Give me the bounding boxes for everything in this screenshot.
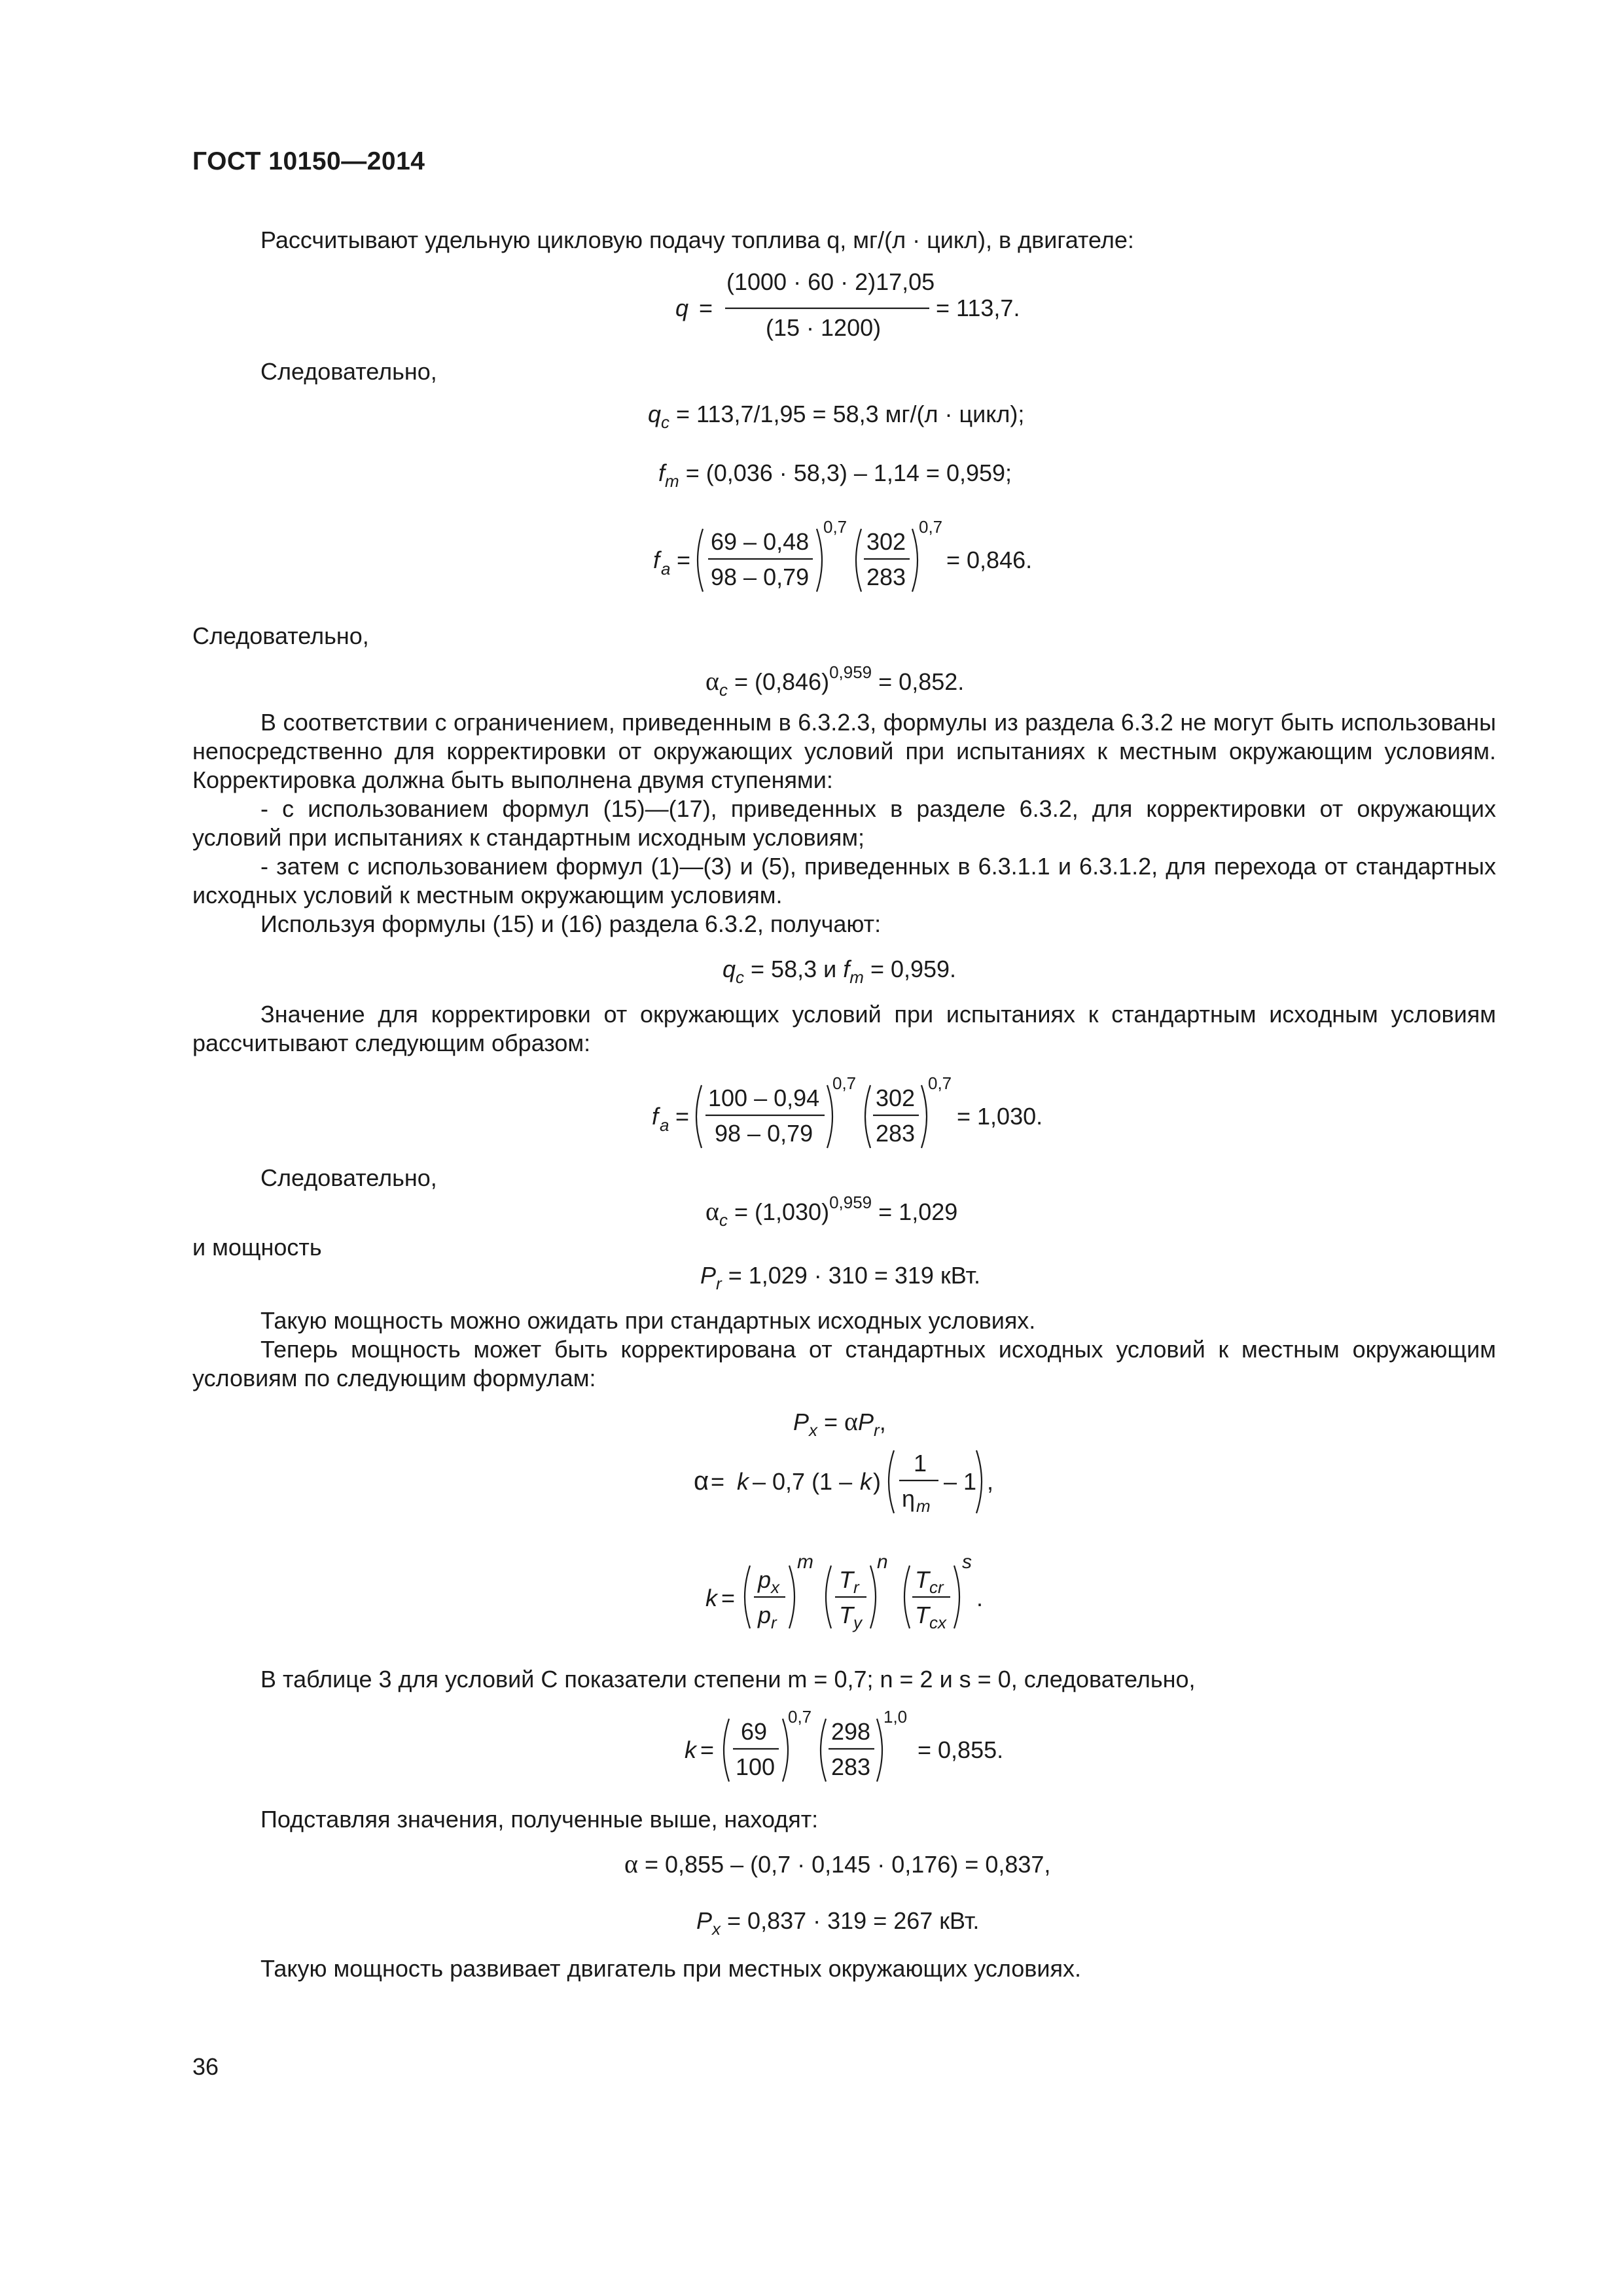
- paragraph-sled-2: Следовательно,: [192, 622, 369, 649]
- svg-text:cx: cx: [929, 1613, 946, 1632]
- svg-text:=: =: [675, 1103, 690, 1130]
- paragraph-using-formulas: Используя формулы (15) и (16) раздела 6.3.2, получают:: [260, 910, 882, 937]
- svg-text:=: =: [700, 1736, 715, 1763]
- eq-kv-num2: 298: [831, 1718, 871, 1745]
- svg-text:.: .: [976, 1585, 984, 1611]
- eq-kv-result: = 0,855.: [918, 1736, 1004, 1763]
- eq-kv-exp1: 0,7: [788, 1707, 812, 1727]
- eq-fa2-num1: 100 – 0,94: [708, 1085, 820, 1111]
- eq-kv-den2: 283: [831, 1753, 871, 1780]
- equation-k-value: [681, 1707, 1034, 1792]
- svg-text:): ): [873, 1468, 881, 1495]
- svg-text:k: k: [860, 1468, 872, 1495]
- svg-text:=: =: [721, 1585, 736, 1611]
- paragraph-q-intro: Рассчитывают удельную цикловую подачу топлива q, мг/(л · цикл), в двигателе:: [260, 226, 1134, 253]
- paragraph-substitute: Подставляя значения, полученные выше, находят:: [260, 1806, 819, 1833]
- eq-fa1-den2: 283: [866, 564, 906, 590]
- svg-text:k: k: [705, 1585, 717, 1611]
- eq-kv-exp2: 1,0: [883, 1707, 908, 1727]
- equation-px: $P_x = \alpha P_r$,: [793, 1407, 886, 1440]
- svg-text:k: k: [685, 1736, 696, 1763]
- svg-text:r: r: [853, 1577, 859, 1597]
- svg-text:α: α: [694, 1467, 709, 1496]
- svg-text:p: p: [758, 1602, 772, 1628]
- paragraph-block: [192, 708, 1496, 939]
- paragraph-value: Значение для корректировки от окружающих условий при испытаниях к стандартным исходным условиям рассчитывают следующим образом:: [192, 1001, 1496, 1056]
- eq-fa2-num2: 302: [876, 1085, 916, 1111]
- eq-q-denominator: (15 · 1200): [766, 314, 882, 341]
- svg-text:cr: cr: [929, 1577, 944, 1597]
- svg-text:=: =: [677, 547, 691, 573]
- equation-px-value: $P_x = 0,837 \cdot 319 = 267$ кВт.: [696, 1907, 980, 1939]
- equation-alpha-c-1: $\alpha_c = (0,846)^{0,959} = 0,852$.: [705, 662, 965, 700]
- svg-text:f: f: [652, 1103, 659, 1130]
- equation-qc-fm: $q_c = 58,3$ и $f_m = 0,959$.: [722, 956, 957, 987]
- eq-fa1-result: = 0,846.: [946, 547, 1033, 573]
- eq-q-lhs: q: [675, 295, 689, 321]
- list-item-step-2: - затем с использованием формул (1)—(3) и (5), приведенных в 6.3.1.1 и 6.3.1.2, для перехода от стандартных исходных условий к местным окружающим условиям.: [192, 853, 1496, 908]
- eq-fa1-num1: 69 – 0,48: [711, 528, 810, 555]
- eq-k-exp-s: s: [962, 1551, 972, 1573]
- paragraph-power-label: и мощность: [192, 1234, 322, 1261]
- eq-fa2-den1: 98 – 0,79: [715, 1120, 813, 1147]
- svg-text:m: m: [916, 1496, 931, 1516]
- svg-text:T: T: [915, 1602, 929, 1628]
- svg-text:y: y: [853, 1613, 862, 1632]
- svg-text:η: η: [902, 1485, 916, 1512]
- paragraph-restriction: В соответствии с ограничением, приведенным в 6.3.2.3, формулы из раздела 6.3.2 не могут быть использованы непосредственно для корректировки от окружающих условий при испытаниях к местным окружающим условиям. Корректировка должна быть выполнена двумя ступенями:: [192, 709, 1496, 793]
- equation-pr: $P_r = 1,029 \cdot 310 = 319$ кВт.: [700, 1262, 981, 1293]
- svg-text:T: T: [915, 1566, 929, 1593]
- paragraph-final: Такую мощность развивает двигатель при местных окружающих условиях.: [260, 1955, 1082, 1982]
- eq-fa2-exp2: 0,7: [928, 1073, 952, 1093]
- eq-alpha-num: 1: [914, 1450, 927, 1477]
- eq-fa2-result: = 1,030.: [957, 1103, 1043, 1130]
- eq-fa1-exp2: 0,7: [919, 517, 943, 537]
- svg-text:a: a: [660, 1115, 669, 1135]
- svg-text:T: T: [839, 1566, 853, 1593]
- eq-k-exp-m: m: [797, 1551, 813, 1573]
- eq-q-numerator: (1000 · 60 · 2)17,05: [726, 268, 935, 295]
- svg-text:– 0,7 (1 –: – 0,7 (1 –: [753, 1468, 853, 1495]
- svg-text:f: f: [653, 547, 660, 573]
- svg-text:=: =: [711, 1468, 725, 1495]
- paragraph-table: В таблице 3 для условий С показатели степени m = 0,7; n = 2 и s = 0, следовательно,: [260, 1666, 1196, 1693]
- equation-qc: $q_c = 113,7/1,95 = 58,3$ мг/(л · цикл);: [648, 401, 1025, 432]
- paren-right: [817, 529, 822, 592]
- eq-kv-den1: 100: [736, 1753, 776, 1780]
- eq-fa1-num2: 302: [866, 528, 906, 555]
- svg-text:a: a: [661, 559, 671, 579]
- eq-fa1-den1: 98 – 0,79: [711, 564, 810, 590]
- svg-text:k: k: [737, 1468, 749, 1495]
- equation-q: [661, 265, 1067, 350]
- svg-text:– 1: – 1: [944, 1468, 977, 1495]
- eq-k-exp-n: n: [877, 1551, 888, 1573]
- eq-fa1-exp1: 0,7: [823, 517, 847, 537]
- paren-left: [698, 529, 703, 592]
- eq-q-equals: =: [699, 295, 713, 321]
- page-number: 36: [192, 2053, 219, 2080]
- svg-text:x: x: [771, 1577, 779, 1597]
- paragraph-now: Теперь мощность может быть корректирована от стандартных исходных условий к местным окружающим условиям по следующим формулам:: [192, 1336, 1496, 1391]
- paragraph-expect: Такую мощность можно ожидать при стандартных исходных условиях.: [260, 1307, 1036, 1334]
- paragraph-sled-3: Следовательно,: [260, 1164, 437, 1191]
- svg-text:,: ,: [987, 1468, 994, 1495]
- eq-kv-num1: 69: [741, 1718, 768, 1745]
- equation-k-formula: [702, 1551, 1003, 1643]
- equation-alpha-value: α = 0,855 – (0,7 · 0,145 · 0,176) = 0,837,: [624, 1849, 1051, 1878]
- document-header: ГОСТ 10150—2014: [192, 147, 425, 175]
- equation-fa-1: [648, 517, 1054, 602]
- equation-fm: $f_m = (0,036 \cdot 58,3) - 1,14 = 0,959$;: [658, 459, 1012, 491]
- paragraph-sled-1: Следовательно,: [260, 358, 437, 385]
- eq-fa2-den2: 283: [876, 1120, 916, 1147]
- eq-fa2-exp1: 0,7: [832, 1073, 857, 1093]
- equation-alpha-c-2: $\alpha_c = (1,030)^{0,959} = 1,029$: [705, 1193, 958, 1230]
- svg-text:r: r: [771, 1613, 777, 1632]
- svg-text:p: p: [758, 1566, 772, 1593]
- list-item-step-1: - с использованием формул (15)—(17), приведенных в разделе 6.3.2, для корректировки от окружающих условий при испытаниях к стандартным исходным условиям;: [192, 795, 1496, 851]
- equation-fa-2: [647, 1073, 1065, 1158]
- eq-q-result: = 113,7.: [936, 295, 1020, 321]
- equation-alpha-formula: [694, 1439, 1008, 1524]
- svg-text:T: T: [839, 1602, 853, 1628]
